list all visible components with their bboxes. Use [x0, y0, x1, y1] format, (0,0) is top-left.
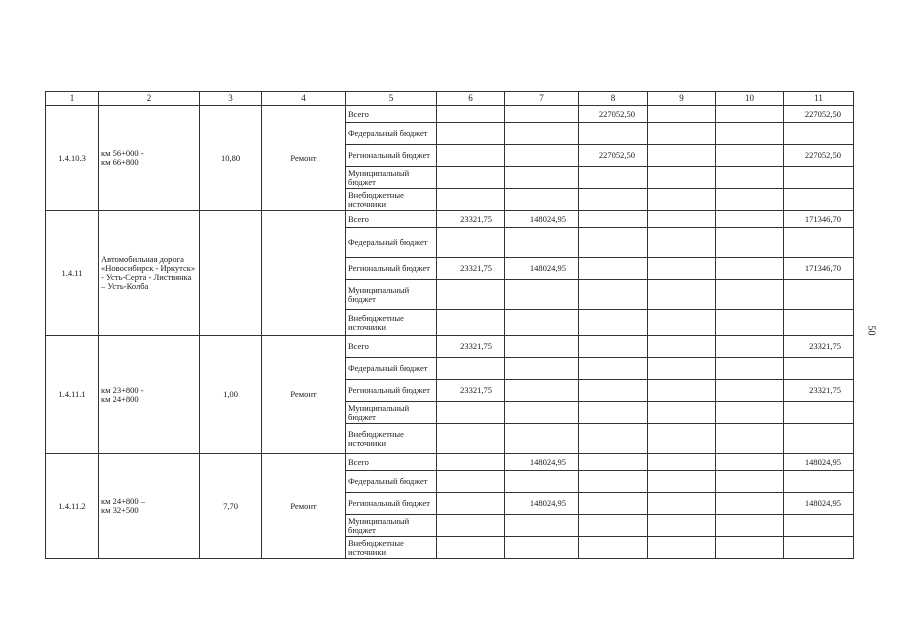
amount-cell: 227052,50 [784, 106, 854, 123]
amount-cell [579, 211, 648, 228]
amount-cell [716, 402, 784, 424]
amount-cell [648, 537, 716, 559]
funding-source: Муниципальный бюджет [346, 402, 437, 424]
amount-cell [437, 228, 505, 258]
funding-source: Муниципальный бюджет [346, 167, 437, 189]
funding-source: Федеральный бюджет [346, 228, 437, 258]
amount-cell: 148024,95 [505, 211, 579, 228]
amount-cell [437, 358, 505, 380]
amount-cell [505, 336, 579, 358]
header-cell: 6 [437, 92, 505, 106]
item-name: Автомобильная дорога «Новосибирск - Иркутск» - Усть-Серта - Листвянка – Усть-Колба [99, 211, 200, 336]
amount-cell [784, 424, 854, 454]
funding-source: Региональный бюджет [346, 493, 437, 515]
item-name: км 23+800 - км 24+800 [99, 336, 200, 454]
amount-cell [716, 211, 784, 228]
item-code: 1.4.11 [46, 211, 99, 336]
amount-cell: 227052,50 [784, 145, 854, 167]
amount-cell [505, 145, 579, 167]
amount-cell [579, 258, 648, 280]
amount-cell [716, 123, 784, 145]
amount-cell [579, 380, 648, 402]
amount-cell: 148024,95 [784, 454, 854, 471]
header-cell: 2 [99, 92, 200, 106]
amount-cell: 148024,95 [505, 258, 579, 280]
funding-source: Внебюджетные источники [346, 310, 437, 336]
amount-cell [579, 336, 648, 358]
amount-cell [716, 537, 784, 559]
amount-cell [716, 258, 784, 280]
funding-source: Внебюджетные источники [346, 189, 437, 211]
amount-cell [505, 106, 579, 123]
amount-cell [648, 228, 716, 258]
amount-cell [784, 515, 854, 537]
item-work-type: Ремонт [262, 454, 346, 559]
amount-cell [437, 424, 505, 454]
funding-source: Региональный бюджет [346, 258, 437, 280]
amount-cell [716, 280, 784, 310]
amount-cell [648, 310, 716, 336]
amount-cell [784, 358, 854, 380]
amount-cell [648, 189, 716, 211]
amount-cell [784, 167, 854, 189]
funding-source: Всего [346, 211, 437, 228]
amount-cell [716, 471, 784, 493]
amount-cell [716, 424, 784, 454]
header-cell: 9 [648, 92, 716, 106]
amount-cell [784, 280, 854, 310]
item-length [200, 211, 262, 336]
amount-cell [505, 402, 579, 424]
amount-cell: 148024,95 [784, 493, 854, 515]
amount-cell [437, 280, 505, 310]
amount-cell [505, 358, 579, 380]
header-cell: 1 [46, 92, 99, 106]
header-cell: 11 [784, 92, 854, 106]
item-code: 1.4.11.1 [46, 336, 99, 454]
amount-cell [784, 402, 854, 424]
header-cell: 3 [200, 92, 262, 106]
amount-cell [579, 454, 648, 471]
header-row [46, 92, 854, 106]
amount-cell: 171346,70 [784, 258, 854, 280]
funding-source: Федеральный бюджет [346, 471, 437, 493]
item-length: 1,00 [200, 336, 262, 454]
amount-cell [716, 106, 784, 123]
amount-cell [784, 310, 854, 336]
table-row [46, 211, 854, 228]
amount-cell [579, 123, 648, 145]
amount-cell [716, 358, 784, 380]
amount-cell [505, 228, 579, 258]
amount-cell [579, 189, 648, 211]
amount-cell [579, 402, 648, 424]
amount-cell [579, 424, 648, 454]
amount-cell [716, 145, 784, 167]
amount-cell [579, 358, 648, 380]
item-name: км 24+800 – км 32+500 [99, 454, 200, 559]
item-length: 10,80 [200, 106, 262, 211]
header-cell: 4 [262, 92, 346, 106]
amount-cell [648, 471, 716, 493]
funding-source: Внебюджетные источники [346, 424, 437, 454]
amount-cell [437, 493, 505, 515]
amount-cell [648, 454, 716, 471]
item-name: км 56+000 - км 66+800 [99, 106, 200, 211]
amount-cell [648, 167, 716, 189]
amount-cell: 23321,75 [437, 258, 505, 280]
amount-cell: 23321,75 [784, 336, 854, 358]
amount-cell: 227052,50 [579, 145, 648, 167]
amount-cell [784, 189, 854, 211]
funding-source: Региональный бюджет [346, 145, 437, 167]
amount-cell [648, 123, 716, 145]
page-number: 50 [865, 325, 877, 336]
funding-source: Всего [346, 454, 437, 471]
item-work-type [262, 211, 346, 336]
amount-cell [579, 537, 648, 559]
amount-cell [505, 537, 579, 559]
amount-cell [784, 471, 854, 493]
funding-source: Муниципальный бюджет [346, 280, 437, 310]
amount-cell [648, 515, 716, 537]
amount-cell [784, 123, 854, 145]
amount-cell [648, 358, 716, 380]
funding-source: Всего [346, 336, 437, 358]
amount-cell [505, 189, 579, 211]
amount-cell [648, 336, 716, 358]
item-length: 7,70 [200, 454, 262, 559]
budget-table [45, 91, 854, 559]
amount-cell [648, 380, 716, 402]
amount-cell [648, 106, 716, 123]
amount-cell [505, 380, 579, 402]
amount-cell [579, 280, 648, 310]
amount-cell [505, 123, 579, 145]
funding-source: Федеральный бюджет [346, 123, 437, 145]
funding-source: Внебюджетные источники [346, 537, 437, 559]
amount-cell [716, 454, 784, 471]
amount-cell [437, 106, 505, 123]
amount-cell [579, 493, 648, 515]
amount-cell [648, 493, 716, 515]
amount-cell [648, 280, 716, 310]
amount-cell [648, 258, 716, 280]
amount-cell [437, 310, 505, 336]
amount-cell: 227052,50 [579, 106, 648, 123]
amount-cell: 171346,70 [784, 211, 854, 228]
amount-cell [784, 537, 854, 559]
amount-cell [437, 402, 505, 424]
amount-cell [437, 471, 505, 493]
amount-cell [648, 424, 716, 454]
amount-cell [716, 189, 784, 211]
amount-cell [716, 228, 784, 258]
amount-cell: 148024,95 [505, 493, 579, 515]
amount-cell [579, 228, 648, 258]
item-work-type: Ремонт [262, 336, 346, 454]
amount-cell [437, 123, 505, 145]
amount-cell [716, 336, 784, 358]
amount-cell [579, 167, 648, 189]
amount-cell: 23321,75 [437, 211, 505, 228]
funding-source: Всего [346, 106, 437, 123]
amount-cell [784, 228, 854, 258]
amount-cell [648, 402, 716, 424]
table-row [46, 454, 854, 471]
amount-cell [648, 145, 716, 167]
amount-cell [437, 145, 505, 167]
amount-cell [716, 310, 784, 336]
amount-cell [505, 471, 579, 493]
amount-cell [648, 211, 716, 228]
header-cell: 10 [716, 92, 784, 106]
amount-cell [579, 515, 648, 537]
amount-cell: 23321,75 [437, 380, 505, 402]
amount-cell [716, 167, 784, 189]
funding-source: Муниципальный бюджет [346, 515, 437, 537]
item-code: 1.4.11.2 [46, 454, 99, 559]
amount-cell [437, 515, 505, 537]
amount-cell: 23321,75 [437, 336, 505, 358]
funding-source: Федеральный бюджет [346, 358, 437, 380]
amount-cell [505, 167, 579, 189]
item-work-type: Ремонт [262, 106, 346, 211]
amount-cell [716, 380, 784, 402]
header-cell: 5 [346, 92, 437, 106]
amount-cell [505, 424, 579, 454]
amount-cell [437, 167, 505, 189]
table-row [46, 336, 854, 358]
header-cell: 7 [505, 92, 579, 106]
amount-cell [579, 471, 648, 493]
header-cell: 8 [579, 92, 648, 106]
amount-cell [437, 189, 505, 211]
amount-cell [579, 310, 648, 336]
amount-cell: 148024,95 [505, 454, 579, 471]
amount-cell [437, 454, 505, 471]
amount-cell [437, 537, 505, 559]
funding-source: Региональный бюджет [346, 380, 437, 402]
amount-cell: 23321,75 [784, 380, 854, 402]
amount-cell [505, 515, 579, 537]
amount-cell [716, 515, 784, 537]
amount-cell [505, 310, 579, 336]
table-row [46, 106, 854, 123]
amount-cell [716, 493, 784, 515]
item-code: 1.4.10.3 [46, 106, 99, 211]
amount-cell [505, 280, 579, 310]
